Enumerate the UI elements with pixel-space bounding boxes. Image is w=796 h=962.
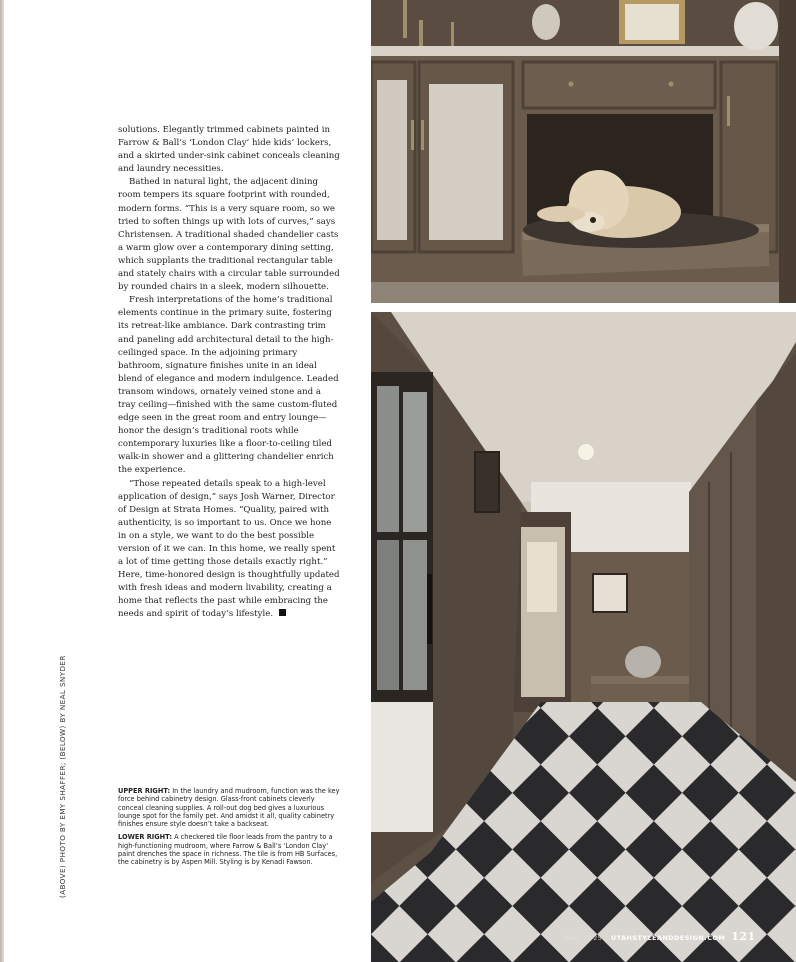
page-footer <box>565 930 795 944</box>
article-body <box>118 124 340 622</box>
end-of-article-mark <box>279 609 286 616</box>
photo-credit: (ABOVE) PHOTO BY EMY SHAFFER; (BELOW) BY NEAL SNYDER <box>58 655 67 898</box>
captions <box>118 787 340 872</box>
page-spine-edge <box>0 0 4 962</box>
caption-text: A checkered tile floor leads from the pantry to a high-functioning mudroom, where Farrow & Ball’s ‘London Clay’ paint drenches the space in richness. The tile is from HB Surfaces, the cabinetry is by Aspen Mill. Styling is by Kenadi Fawson. <box>118 833 338 867</box>
mudroom-illustration <box>371 312 796 962</box>
article-paragraph: Fresh interpretations of the home’s traditional elements continue in the primary suite, fostering its retreat-like ambiance. Dark contrasting trim and paneling add architectural detail to the high-ceilinged space. In the adjoining primary bathroom, signature finishes unite in an ideal blend of elegance and modern indulgence. Leaded transom windows, ornately veined stone and a tray ceiling—finished with the same custom-fluted edge seen in the great room and entry lounge—honor the design’s traditional roots while contemporary luxuries like a floor-to-ceiling tiled walk-in shower and a glittering chandelier enrich the experience. <box>118 295 339 476</box>
caption-heading: UPPER RIGHT: <box>118 787 171 795</box>
footer-separator: | <box>605 934 609 942</box>
photo-checkered-mudroom <box>371 312 796 962</box>
caption-text: In the laundry and mudroom, function was the key force behind cabinetry design. Glass-front cabinets cleverly conceal cleaning supplies. A roll-out dog bed gives a luxurious lounge spot for the family pet. And amidst it all, quality cabinetry finishes ensure style doesn’t take a backseat. <box>118 787 340 829</box>
caption-lower-right <box>118 833 340 866</box>
caption-heading: LOWER RIGHT: <box>118 833 172 842</box>
website-url: UTAHSTYLEANDDESIGN.COM <box>611 934 726 942</box>
article-paragraph: solutions. Elegantly trimmed cabinets painted in Farrow & Ball’s ‘London Clay’ hide kids’ lockers, and a skirted under-sink cabinet conceals cleaning and laundry necessities. <box>118 125 340 175</box>
page-number: 121 <box>731 930 756 943</box>
photo-laundry-mudroom <box>371 0 796 303</box>
issue-season: FALL 2025 <box>565 934 603 942</box>
article-paragraph: Bathed in natural light, the adjacent dining room tempers its square footprint with rounded, modern forms. “This is a very square room, so we tried to soften things up with lots of curves,” says Christensen. A traditional shaded chandelier casts a warm glow over a contemporary dining setting, which supplants the traditional rectangular table and stately chairs with a circular table surrounded by rounded chairs in a sleek, modern silhouette. <box>118 177 340 293</box>
article-paragraph-text: “Those repeated details speak to a high-level application of design,” says Josh Warner, Director of Design at Strata Homes. “Quality, paired with authenticity, is so important to us. Once we hone in on a style, we want to do the best possible version of it we can. In this home, we really spent a lot of time getting those details exactly right.” Here, time-honored design is thoughtfully updated with fresh ideas and modern livability, creating a home that reflects the past while embracing the needs and spirit of today’s lifestyle. <box>118 478 340 620</box>
article-paragraph <box>118 478 340 622</box>
laundry-illustration <box>371 0 796 303</box>
caption-upper-right <box>118 787 340 828</box>
